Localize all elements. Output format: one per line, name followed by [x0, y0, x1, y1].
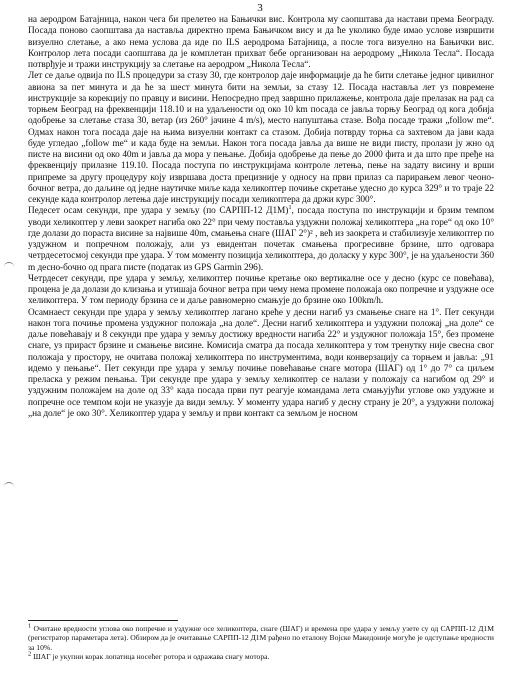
paragraph: Осамнаест секунди пре удара у земљу хеликоптер лагано креће у десни нагиб уз смањење снаге на 1°. Пет секунди након тога почиње промена уздужног положаја „на доле“. Десни нагиб хеликоптера и уздужни положај „на доле“ се даље повећавају и 8 секунди пре удара у земљу достижу вредности нагиба 22° и уздужног положаја 15°, без промене снаге, уз прираст брзине и смањење висине. Комисија сматра да посада хеликоптера у том тренутку није свесна свог положаја у простору, не очитава положај хеликоптера по инструментима, води конверзацију са торњем и јавља: „91 идемо у пењање“. Пет секунди пре удара у земљу почиње повећавање снаге мотора (ШАГ) од 1° до 7° са циљем преласка у режим пењања. Три секунде пре удара у земљу хеликоптер се налази у положају са нагибом од 29° и уздужним положајем на доле од 33° када посада први пут реагује командама лета смањујући углове око уздужне и попречне осе темпом који не указује да види земљу. У моменту удара нагиб у десну страну је 20°, а уздужни положај „на доле“ је око 30°. Хеликоптер удара у земљу и први контакт са земљом је носном — [28, 307, 494, 419]
footnote — [28, 624, 494, 652]
margin-mark — [4, 482, 14, 491]
paragraph: на аеродром Батајница, након чега би прелетео на Бањички вис. Контрола му саопштава да настави према Београду. Посада поново саопштава да наставља директно према Бањичком вису и да ће уколико буде имао услове извршити визуелно слетање, а ако нема услова да иде по ILS аеродрома Батајница, а после тога визуелно на Бањички вис. Контролор лета посади саопштава да је комплетан прихват бебе организован на аеродрому „Никола Тесла“. Посада потврђује и тражи инструкцију за слетање на аеродром „Никола Тесла“. — [28, 15, 494, 70]
footnote-mark: 2 — [28, 650, 32, 658]
footnote — [28, 652, 494, 661]
footnotes — [28, 624, 494, 662]
footnote-reference: 1 — [288, 204, 292, 212]
footnote-text: ШАГ је укупни корак лопатица носећег ротора и одражава снагу мотора. — [31, 652, 270, 662]
paragraph-text: Педесет осам секунди, пре удара у земљу (по САРПП-12 Д1М) — [28, 206, 289, 217]
page-number: 3 — [257, 2, 263, 14]
paragraph: Четрдесет секунди, пре удара у земљу, хеликоптер почиње кретање око вертикалне осе у десно (курс се повећава), процена је да долази до клизања и утишаја бочног ветра при чему нема промене положаја око попречне и уздужне осе хеликоптера. У том периоду брзина се и даље равномерно смањује до брзине око 100km/h. — [28, 273, 494, 307]
paragraph-text: , посада поступа по инструкцији и брзим темпом уводи хеликоптер у леви заокрет нагиба око 22° при чему поставља уздужни положај хеликоптера „на горе“ од око 10° где долази до пораста висине за највише 40m, смањења снаге (ШАГ 2°)² , већ из заокрета и стабилизује хеликоптер по уздужном и попречном положају, али уз евидентан почетак смањења прогресивне брзине, што одговара четрдесетосмој секунди пре удара. У том моменту позиција хеликоптера, до доласку у курс 300°, је на удаљености 360 m десно-бочно од прага писте (податак из GPS Garmin 296). — [28, 206, 494, 273]
footnote-divider — [28, 620, 178, 621]
footnote-mark: 1 — [28, 622, 32, 630]
paragraph — [28, 206, 494, 274]
document-body — [28, 15, 494, 420]
paragraph: Лет се даље одвија по ILS процедури за стазу 30, где контролор даје информације да ће бити слетање једног цивилног авиона за пет минута и да ће за шест минута бити на земљи, за стазу 12. Посада наставља лет уз повремене инструкције за корекцију по правцу и висини. Непосредно пред завршно прилажење, контрола даје прелазак на рад са торњем Београд на фреквенцији 118.10 и на удаљености од око 10 km посада се јавља торњу Београд од кога добија одобрење за слетање стаза 30, ветар (из 260° јачине 4 m/s), место напуштања стазе. Вођа посаде тражи „follow me“. Одмах након тога посада даје на њима визуелни контакт са стазом. Добија потврду торња са захтевом да јави када буде угледао „follow me“ и када буде на земљи. Након тога посада јавља да више не види писту, пролази ју жно од писте на висини од око 40m и јавља да мора у пењање. Добија одобрење да пење до 2000 фита и да што пре пређе на фреквенцију прилазне 119.10. Посада поступа по инструкцијама контроле летења, пење на задату висину и врши припреме за другу процедуру коју извршава доста прецизније у односу на први прилаз са парирањем левог чеоно-бочног ветра, до даљине од једне наутичке миље када хеликоптер почиње скретање удесно до курса 329° и то траје 22 секунде када контролор летења даје инструкцију посади хеликоптера да држи курс 300°. — [28, 71, 494, 205]
margin-mark — [4, 262, 14, 271]
footnote-text: Очитане вредности углова око попречне и уздужне осе хеликоптера, снаге (ШАГ) и времена пре удара у земљу узете су од САРПП-12 Д1М (регистратор параметара лета). Обзиром да је очитавање САРПП-12 Д1М рађено по еталону Војске Македоније могуће је одступање вредности за 10%. — [28, 624, 494, 652]
